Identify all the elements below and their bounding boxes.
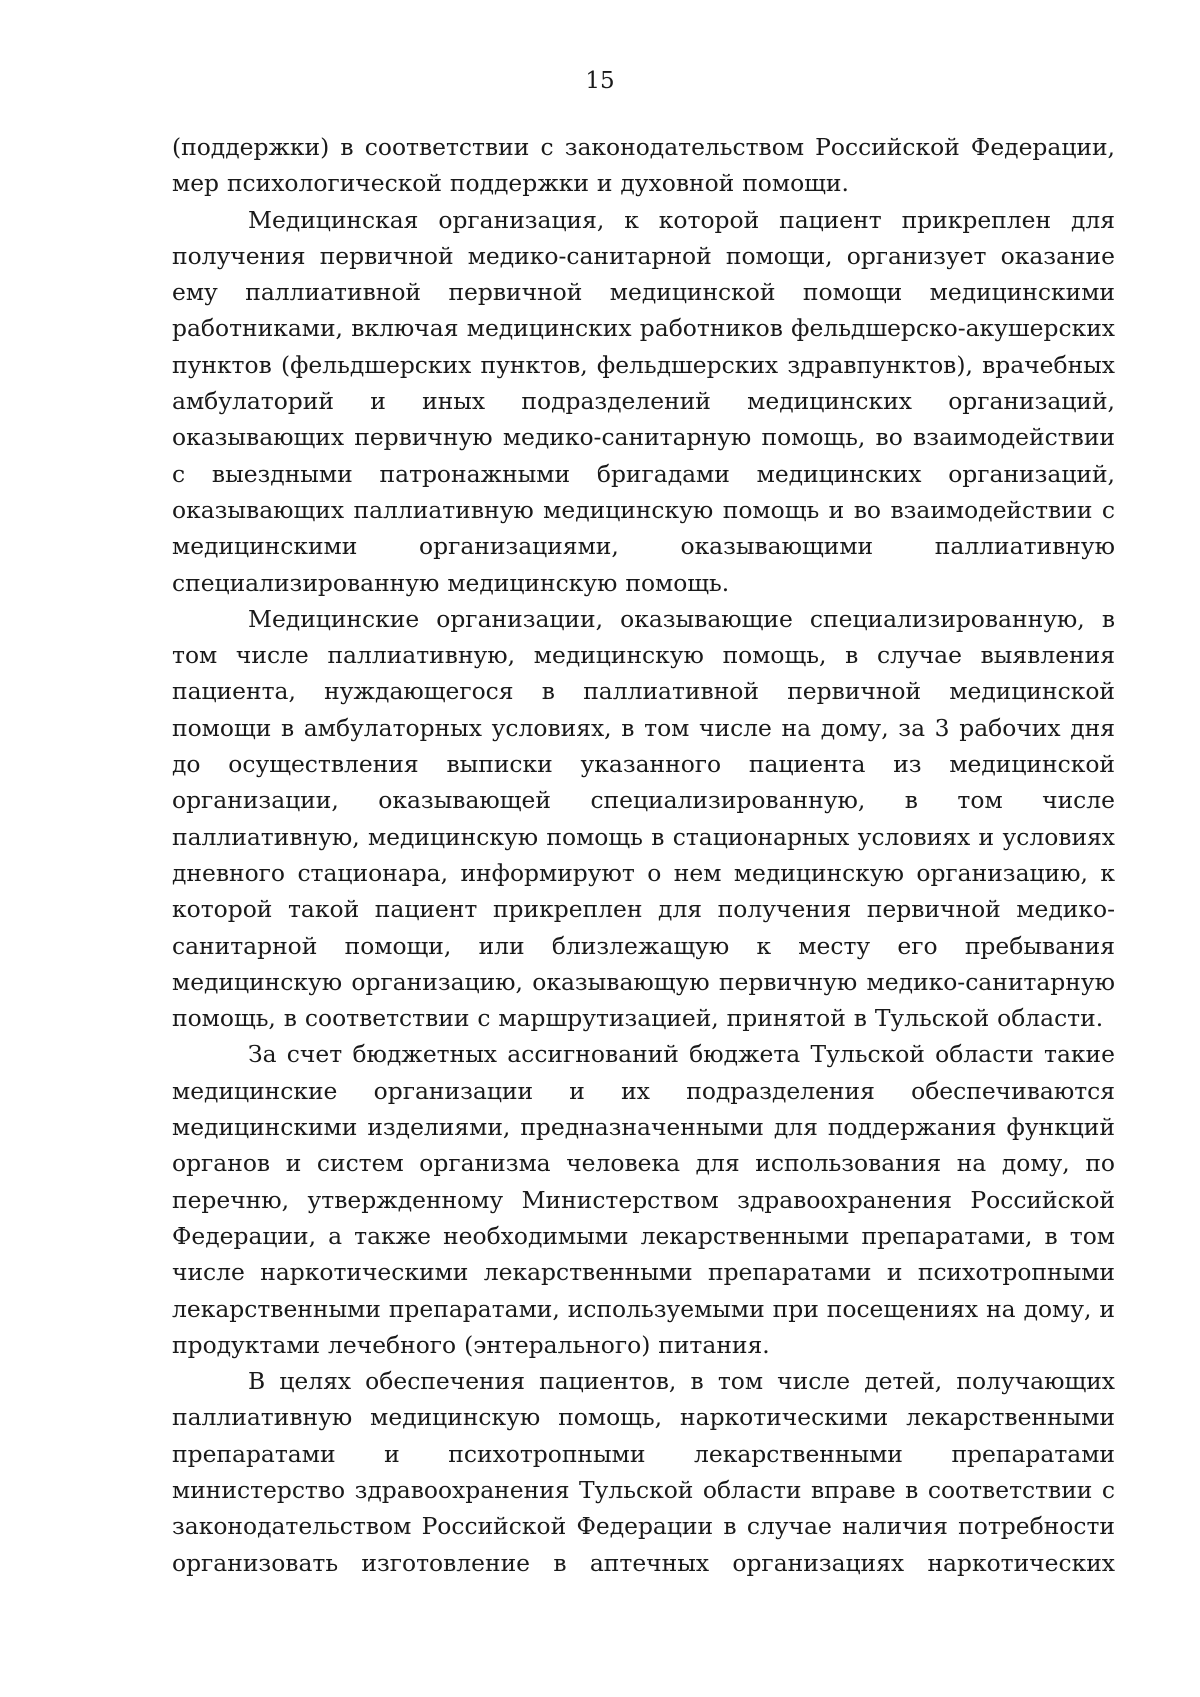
document-body (172, 129, 1115, 1581)
paragraph-budget-funding: За счет бюджетных ассигнований бюджета Тульской области такие медицинские организации и их подразделения обеспечиваются медицинскими изделиями, предназначенными для поддержания функций органов и систем организма человека для использования на дому, по перечню, утвержденному Министерством здравоохранения Российской Федерации, а также необходимыми лекарственными препаратами, в том числе наркотическими лекарственными препаратами и психотропными лекарственными препаратами, используемыми при посещениях на дому, и продуктами лечебного (энтерального) питания. (172, 1040, 1115, 1359)
paragraph-primary-care-organization: Медицинская организация, к которой пациент прикреплен для получения первичной медико-санитарной помощи, организует оказание ему паллиативной первичной медицинской помощи медицинскими работниками, включая медицинских работников фельдшерско-акушерских пунктов (фельдшерских пунктов, фельдшерских здравпунктов), врачебных амбулаторий и иных подразделений медицинских организаций, оказывающих первичную медико-санитарную помощь, во взаимодействии с выездными патронажными бригадами медицинских организаций, оказывающих паллиативную медицинскую помощь и во взаимодействии с медицинскими организациями, оказывающими паллиативную специализированную медицинскую помощь. (172, 205, 1115, 597)
paragraph-narcotic-supply: В целях обеспечения пациентов, в том числе детей, получающих паллиативную медицинскую помощь, наркотическими лекарственными препаратами и психотропными лекарственными препаратами министерство здравоохранения Тульской области вправе в соответствии с законодательством Российской Федерации в случае наличия потребности организовать изготовление в аптечных организациях наркотических (172, 1367, 1115, 1577)
page-number: 15 (585, 68, 615, 94)
paragraph-continuation: (поддержки) в соответствии с законодательством Российской Федерации, мер психологической поддержки и духовной помощи. (172, 133, 1115, 198)
paragraph-specialized-care-notification: Медицинские организации, оказывающие специализированную, в том числе паллиативную, медицинскую помощь, в случае выявления пациента, нуждающегося в паллиативной первичной медицинской помощи в амбулаторных условиях, в том числе на дому, за 3 рабочих дня до осуществления выписки указанного пациента из медицинской организации, оказывающей специализированную, в том числе паллиативную, медицинскую помощь в стационарных условиях и условиях дневного стационара, информируют о нем медицинскую организацию, к которой такой пациент прикреплен для получения первичной медико-санитарной помощи, или близлежащую к месту его пребывания медицинскую организацию, оказывающую первичную медико-санитарную помощь, в соответствии с маршрутизацией, принятой в Тульской области. (172, 604, 1115, 1033)
